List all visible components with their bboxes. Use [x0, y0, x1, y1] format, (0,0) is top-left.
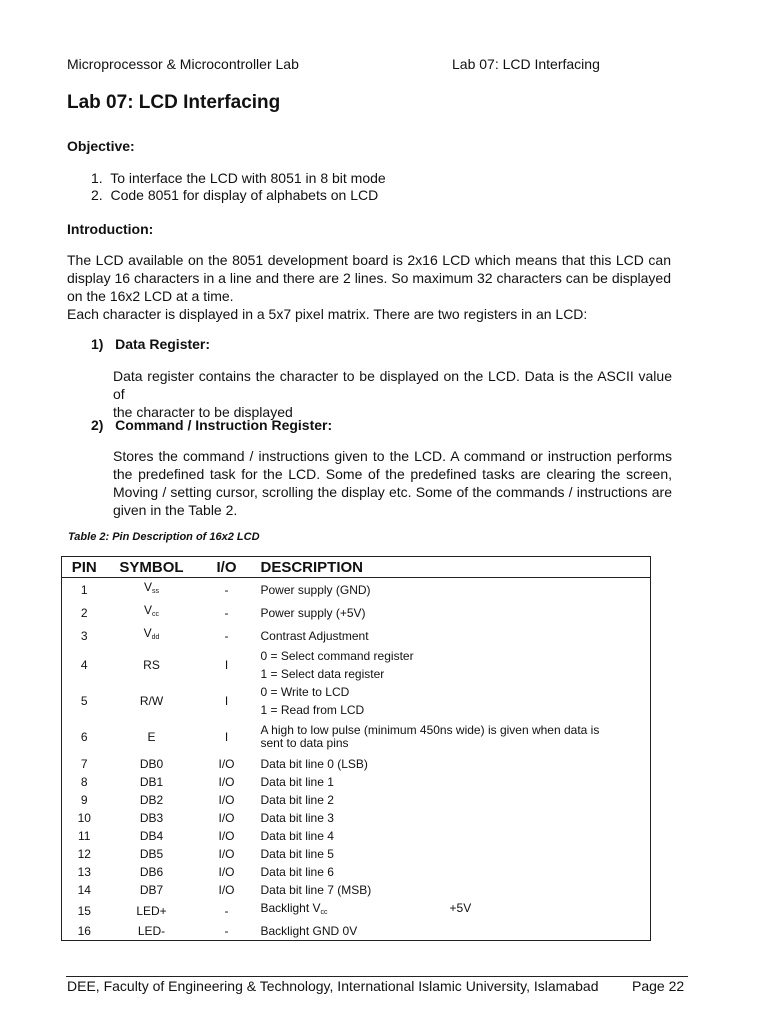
objective-item-2	[91, 186, 378, 204]
command-register-heading	[91, 417, 332, 433]
symbol-cell	[107, 899, 197, 922]
footer-page-number: Page 22	[632, 978, 685, 994]
description-line: Backlight GND 0V	[260, 924, 358, 938]
symbol-cell	[107, 683, 197, 719]
introduction-paragraph	[67, 251, 671, 323]
io-cell: -	[224, 582, 229, 597]
symbol-cell	[107, 755, 197, 773]
symbol-cell	[107, 647, 197, 683]
symbol-cell	[107, 773, 197, 791]
pin-cell: 6	[80, 730, 88, 744]
table-row	[62, 601, 651, 624]
list-text: To interface the LCD with 8051 in 8 bit mode	[110, 170, 386, 186]
symbol-text: DB5	[139, 847, 164, 861]
pin-cell: 16	[77, 924, 91, 938]
section-number: 1)	[91, 336, 104, 352]
description-cell	[257, 809, 651, 827]
table-row	[62, 809, 651, 827]
description-line: 1 = Read from LCD	[260, 703, 365, 717]
table-row	[62, 881, 651, 899]
description-cell	[257, 578, 651, 602]
footer-divider	[66, 976, 688, 977]
symbol-cell	[107, 845, 197, 863]
description-line: Data bit line 1	[260, 775, 334, 789]
io-cell: I/O	[218, 829, 235, 843]
pin-cell: 15	[77, 903, 91, 918]
symbol-text: DB1	[139, 775, 164, 789]
io-cell: I/O	[218, 757, 235, 771]
pin-cell: 1	[80, 582, 88, 597]
list-number: 2.	[91, 187, 103, 203]
list-number: 1.	[91, 170, 103, 186]
symbol-text: RS	[143, 658, 160, 672]
pin-cell: 8	[80, 775, 88, 789]
page-title: Lab 07: LCD Interfacing	[67, 92, 281, 113]
description-cell	[257, 881, 651, 899]
description-line: 0 = Select command register	[260, 649, 414, 663]
io-cell: -	[224, 924, 229, 938]
symbol-text: DB2	[139, 793, 164, 807]
symbol-cell	[107, 578, 197, 602]
pin-cell: 14	[77, 883, 91, 897]
description-line: Power supply (+5V)	[260, 605, 366, 620]
running-header-left: Microprocessor & Microcontroller Lab	[67, 56, 299, 72]
symbol-cell	[107, 624, 197, 647]
description-line: Data bit line 6	[260, 865, 334, 879]
description-line: Data bit line 3	[260, 811, 334, 825]
description-line: Contrast Adjustment	[260, 628, 369, 643]
symbol-text: LED+	[136, 903, 167, 918]
table-row	[62, 624, 651, 647]
pin-cell: 7	[80, 757, 88, 771]
data-register-heading	[91, 336, 210, 352]
description-cell	[257, 827, 651, 845]
description-cell	[257, 683, 651, 719]
col-header-symbol: SYMBOL	[107, 557, 197, 578]
description-subscript: cc	[320, 909, 328, 916]
col-header-description: DESCRIPTION	[257, 557, 651, 578]
symbol-cell	[107, 863, 197, 881]
description-cell	[257, 773, 651, 791]
section-title: Data Register:	[115, 336, 211, 352]
pin-cell: 4	[80, 658, 88, 672]
pin-cell: 10	[77, 811, 91, 825]
intro-line: The LCD available on the 8051 development board is 2x16 LCD which means that this LCD can	[67, 252, 671, 268]
io-cell: I/O	[218, 883, 235, 897]
description-line: Data bit line 0 (LSB)	[260, 757, 368, 771]
symbol-cell	[107, 881, 197, 899]
symbol-text: DB4	[139, 829, 164, 843]
description-cell	[257, 719, 651, 755]
symbol-cell	[107, 601, 197, 624]
table-row	[62, 863, 651, 881]
section-title: Command / Instruction Register:	[115, 417, 333, 433]
description-cell	[257, 845, 651, 863]
footer-institution: DEE, Faculty of Engineering & Technology, International Islamic University, Islamabad	[67, 978, 599, 994]
description-cell	[257, 624, 651, 647]
table-header-row	[62, 557, 651, 578]
pin-cell: 11	[78, 829, 91, 843]
description-line: Data bit line 5	[260, 847, 334, 861]
table-row	[62, 791, 651, 809]
pin-description-table	[61, 556, 651, 941]
io-cell: I	[224, 730, 229, 744]
symbol-cell	[107, 719, 197, 755]
io-cell: I/O	[218, 775, 235, 789]
symbol-text: V	[143, 626, 152, 640]
col-header-pin: PIN	[62, 557, 107, 578]
table-row	[62, 719, 651, 755]
symbol-text: DB6	[139, 865, 164, 879]
io-cell: I/O	[218, 811, 235, 825]
table-row	[62, 647, 651, 683]
section-number: 2)	[91, 417, 104, 433]
data-register-paragraph	[113, 367, 672, 421]
table-body	[62, 578, 651, 941]
symbol-text: R/W	[139, 694, 164, 708]
paragraph-line: the character to be displayed	[113, 404, 293, 420]
table-row	[62, 845, 651, 863]
table-row	[62, 827, 651, 845]
description-line: Data bit line 7 (MSB)	[260, 883, 372, 897]
paragraph-line: Data register contains the character to be displayed on the LCD. Data is the ASCII value of	[113, 368, 672, 402]
symbol-text: DB0	[139, 757, 164, 771]
paragraph-line: Stores the command / instructions given to the LCD. A command or instruction performs	[113, 448, 672, 464]
table-row	[62, 773, 651, 791]
symbol-text: V	[143, 580, 152, 594]
intro-line: Each character is displayed in a 5x7 pixel matrix. There are two registers in an LCD:	[67, 306, 588, 322]
paragraph-line: the predefined task for the LCD. Some of the predefined tasks are clearing the screen,	[113, 466, 672, 482]
list-text: Code 8051 for display of alphabets on LCD	[110, 187, 379, 203]
symbol-cell	[107, 809, 197, 827]
description-line: Data bit line 2	[260, 793, 334, 807]
introduction-heading: Introduction:	[67, 221, 154, 237]
symbol-cell	[107, 827, 197, 845]
objective-heading: Objective:	[67, 138, 135, 154]
io-cell: -	[224, 903, 229, 918]
description-cell	[257, 922, 651, 941]
table-caption: Table 2: Pin Description of 16x2 LCD	[68, 531, 260, 543]
description-text: Backlight V	[260, 901, 321, 915]
description-line: Data bit line 4	[260, 829, 334, 843]
io-cell: I	[224, 658, 229, 672]
description-cell	[257, 755, 651, 773]
io-cell: I/O	[218, 865, 235, 879]
col-header-io: I/O	[197, 557, 257, 578]
symbol-text: V	[143, 603, 152, 617]
paragraph-line: Moving / setting cursor, scrolling the display etc. Some of the commands / instructions are	[113, 484, 672, 500]
pin-cell: 2	[80, 605, 88, 620]
command-register-paragraph	[113, 447, 672, 519]
io-cell: -	[224, 605, 229, 620]
io-cell: I/O	[218, 847, 235, 861]
description-value: +5V	[449, 901, 472, 915]
symbol-text: LED-	[137, 924, 166, 938]
symbol-subscript: ss	[152, 588, 159, 595]
symbol-cell	[107, 922, 197, 941]
description-line: 0 = Write to LCD	[260, 685, 350, 699]
description-cell	[257, 791, 651, 809]
description-cell	[257, 647, 651, 683]
io-cell: I/O	[218, 793, 235, 807]
pin-cell: 12	[77, 847, 91, 861]
description-line: A high to low pulse (minimum 450ns wide) is given when data is	[260, 723, 600, 737]
symbol-text: DB3	[139, 811, 164, 825]
symbol-cell	[107, 791, 197, 809]
pin-cell: 9	[80, 793, 88, 807]
description-line: sent to data pins	[260, 736, 349, 750]
paragraph-line: given in the Table 2.	[113, 502, 238, 518]
table-row	[62, 899, 651, 922]
table-row	[62, 755, 651, 773]
description-cell	[257, 601, 651, 624]
pin-cell: 5	[80, 694, 88, 708]
table-row	[62, 922, 651, 941]
io-cell: -	[224, 628, 229, 643]
symbol-subscript: dd	[151, 634, 160, 641]
pin-cell: 13	[77, 865, 91, 879]
table-row	[62, 683, 651, 719]
table-row	[62, 578, 651, 602]
running-header-right: Lab 07: LCD Interfacing	[452, 56, 600, 72]
description-cell	[257, 899, 651, 922]
intro-line: display 16 characters in a line and there are 2 lines. So maximum 32 characters can be displayed	[67, 270, 671, 286]
description-line: 1 = Select data register	[260, 667, 385, 681]
intro-line: on the 16x2 LCD at a time.	[67, 288, 234, 304]
symbol-text: DB7	[139, 883, 164, 897]
pin-cell: 3	[80, 628, 88, 643]
objective-item-1	[91, 169, 386, 187]
description-cell	[257, 863, 651, 881]
symbol-text: E	[147, 730, 156, 744]
symbol-subscript: cc	[152, 611, 159, 618]
description-line: Power supply (GND)	[260, 582, 371, 597]
io-cell: I	[224, 694, 229, 708]
